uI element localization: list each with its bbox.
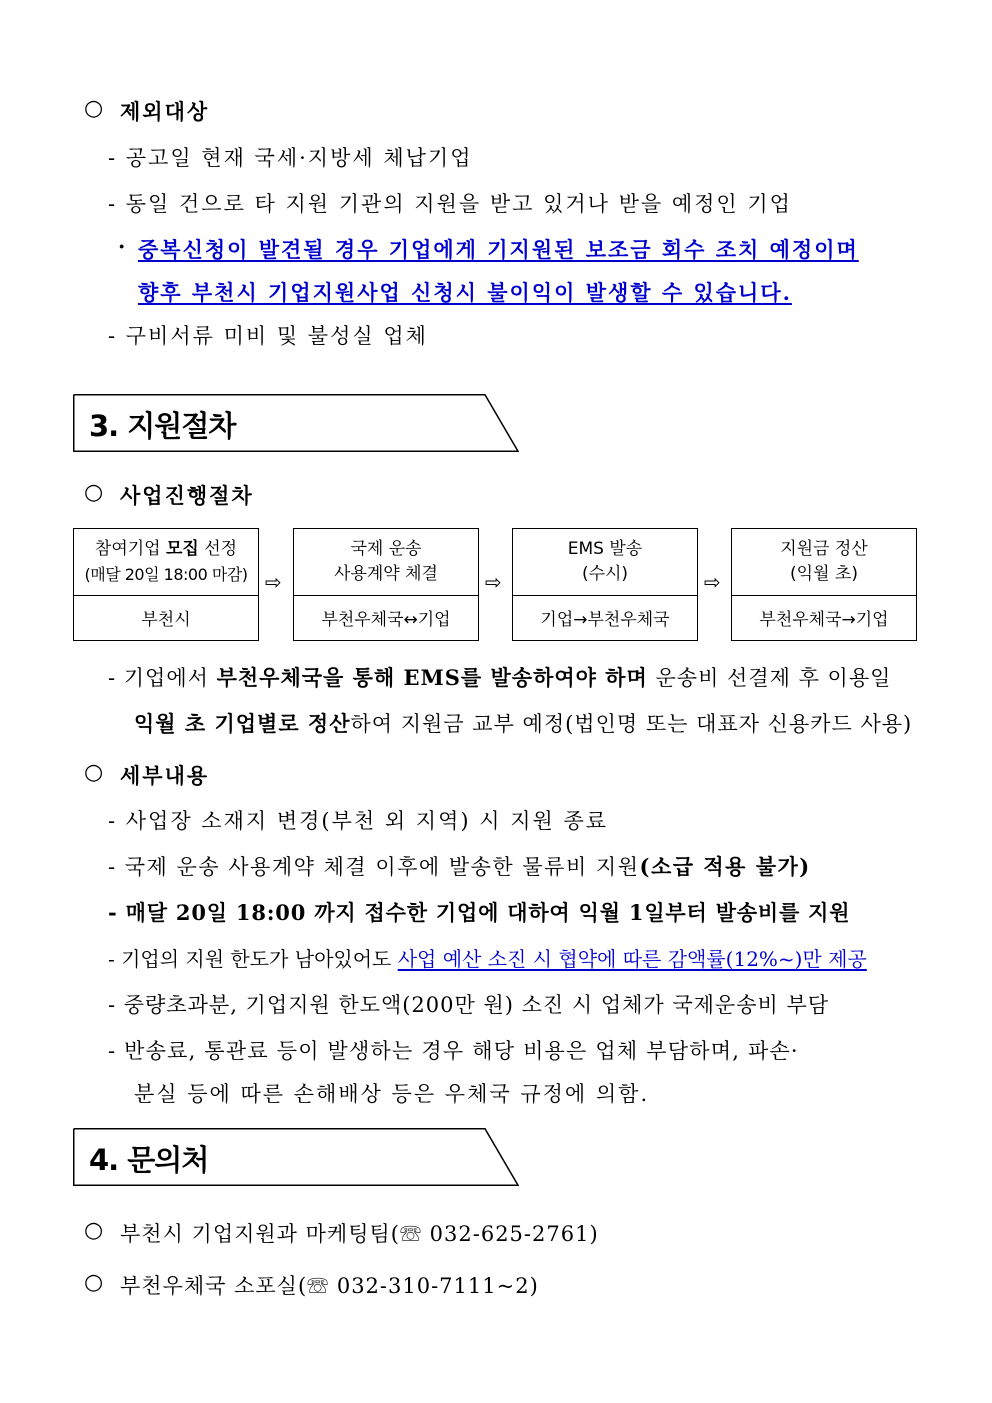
exclusions-title: 제외대상	[120, 99, 210, 124]
flow-step-line1: EMS 발송	[567, 539, 643, 559]
contact-bucheon-city: 부천시 기업지원과 마케팅팀(☏ 032-625-2761)	[120, 1222, 599, 1246]
detail-item-2: - 국제 운송 사용계약 체결 이후에 발송한 물류비 지원(소급 적용 불가)	[108, 854, 811, 879]
duplicate-warning-line-1: 중복신청이 발견될 경우 기업에게 기지원된 보조금 회수 조치 예정이며	[138, 237, 859, 262]
section-heading-3	[73, 394, 519, 452]
circle-bullet: ○	[84, 760, 104, 785]
exclusion-item-3: - 구비서류 미비 및 불성실 업체	[108, 324, 428, 348]
flow-step-line1: 국제 운송	[350, 539, 422, 559]
circle-bullet: ○	[84, 96, 104, 121]
flow-arrow-icon: ⇨	[704, 570, 721, 594]
detail-item-1: - 사업장 소재지 변경(부천 외 지역) 시 지원 종료	[108, 809, 609, 833]
flow-step-owner: 기업→부천우체국	[540, 610, 670, 630]
section-heading-4	[73, 1128, 519, 1186]
circle-bullet: ○	[84, 480, 104, 505]
section-4-title: 4. 문의처	[89, 1143, 209, 1177]
flow-step-line2: (수시)	[581, 564, 629, 584]
flow-step-ems	[512, 528, 698, 641]
flow-step-line2: (매달 20일 18:00 마감)	[84, 565, 248, 584]
flow-step-line2: 사용계약 체결	[334, 564, 438, 584]
process-title: 사업진행절차	[120, 483, 254, 508]
flow-step-settlement	[731, 528, 917, 641]
flow-step-line2: (익월 초)	[790, 564, 858, 584]
section-3-title: 3. 지원절차	[89, 409, 236, 443]
detail-item-6-line-1: - 반송료, 통관료 등이 발생하는 경우 해당 비용은 업체 부담하며, 파손·	[108, 1039, 799, 1063]
note-mark: ·	[118, 234, 128, 259]
circle-bullet: ○	[84, 1218, 104, 1243]
flow-step-line1: 참여기업 모집 선정	[94, 539, 238, 559]
duplicate-warning-line-2: 향후 부천시 기업지원사업 신청시 불이익이 발생할 수 있습니다.	[138, 280, 792, 305]
contact-bucheon-post-office: 부천우체국 소포실(☏ 032-310-7111~2)	[120, 1274, 539, 1298]
flow-step-recruit	[73, 528, 259, 641]
exclusion-item-1: - 공고일 현재 국세·지방세 체납기업	[108, 146, 473, 170]
flow-arrow-icon: ⇨	[265, 570, 282, 594]
flow-step-line1: 지원금 정산	[780, 539, 868, 559]
process-desc-line-1: - 기업에서 부천우체국을 통해 EMS를 발송하여야 하며 운송비 선결제 후 이용일	[108, 665, 892, 690]
detail-item-6-line-2: 분실 등에 따른 손해배상 등은 우체국 규정에 의함.	[134, 1082, 650, 1106]
flow-step-owner: 부천우체국↔기업	[321, 610, 451, 630]
flow-step-owner: 부천우체국→기업	[759, 610, 889, 630]
detail-item-3: - 매달 20일 18:00 까지 접수한 기업에 대하여 익월 1일부터 발송비를 지원	[108, 900, 851, 925]
detail-item-4: - 기업의 지원 한도가 남아있어도 사업 예산 소진 시 협약에 따른 감액률(12%~)만 제공	[108, 947, 867, 971]
flow-step-contract	[293, 528, 479, 641]
detail-item-5: - 중량초과분, 기업지원 한도액(200만 원) 소진 시 업체가 국제운송비 부담	[108, 993, 830, 1017]
exclusion-item-2: - 동일 건으로 타 지원 기관의 지원을 받고 있거나 받을 예정인 기업	[108, 192, 792, 216]
flow-arrow-icon: ⇨	[485, 570, 502, 594]
flow-step-owner: 부천시	[141, 610, 191, 630]
process-desc-line-2: 익월 초 기업별로 정산하여 지원금 교부 예정(법인명 또는 대표자 신용카드 사용)	[134, 711, 913, 736]
details-title: 세부내용	[120, 763, 210, 788]
circle-bullet: ○	[84, 1270, 104, 1295]
